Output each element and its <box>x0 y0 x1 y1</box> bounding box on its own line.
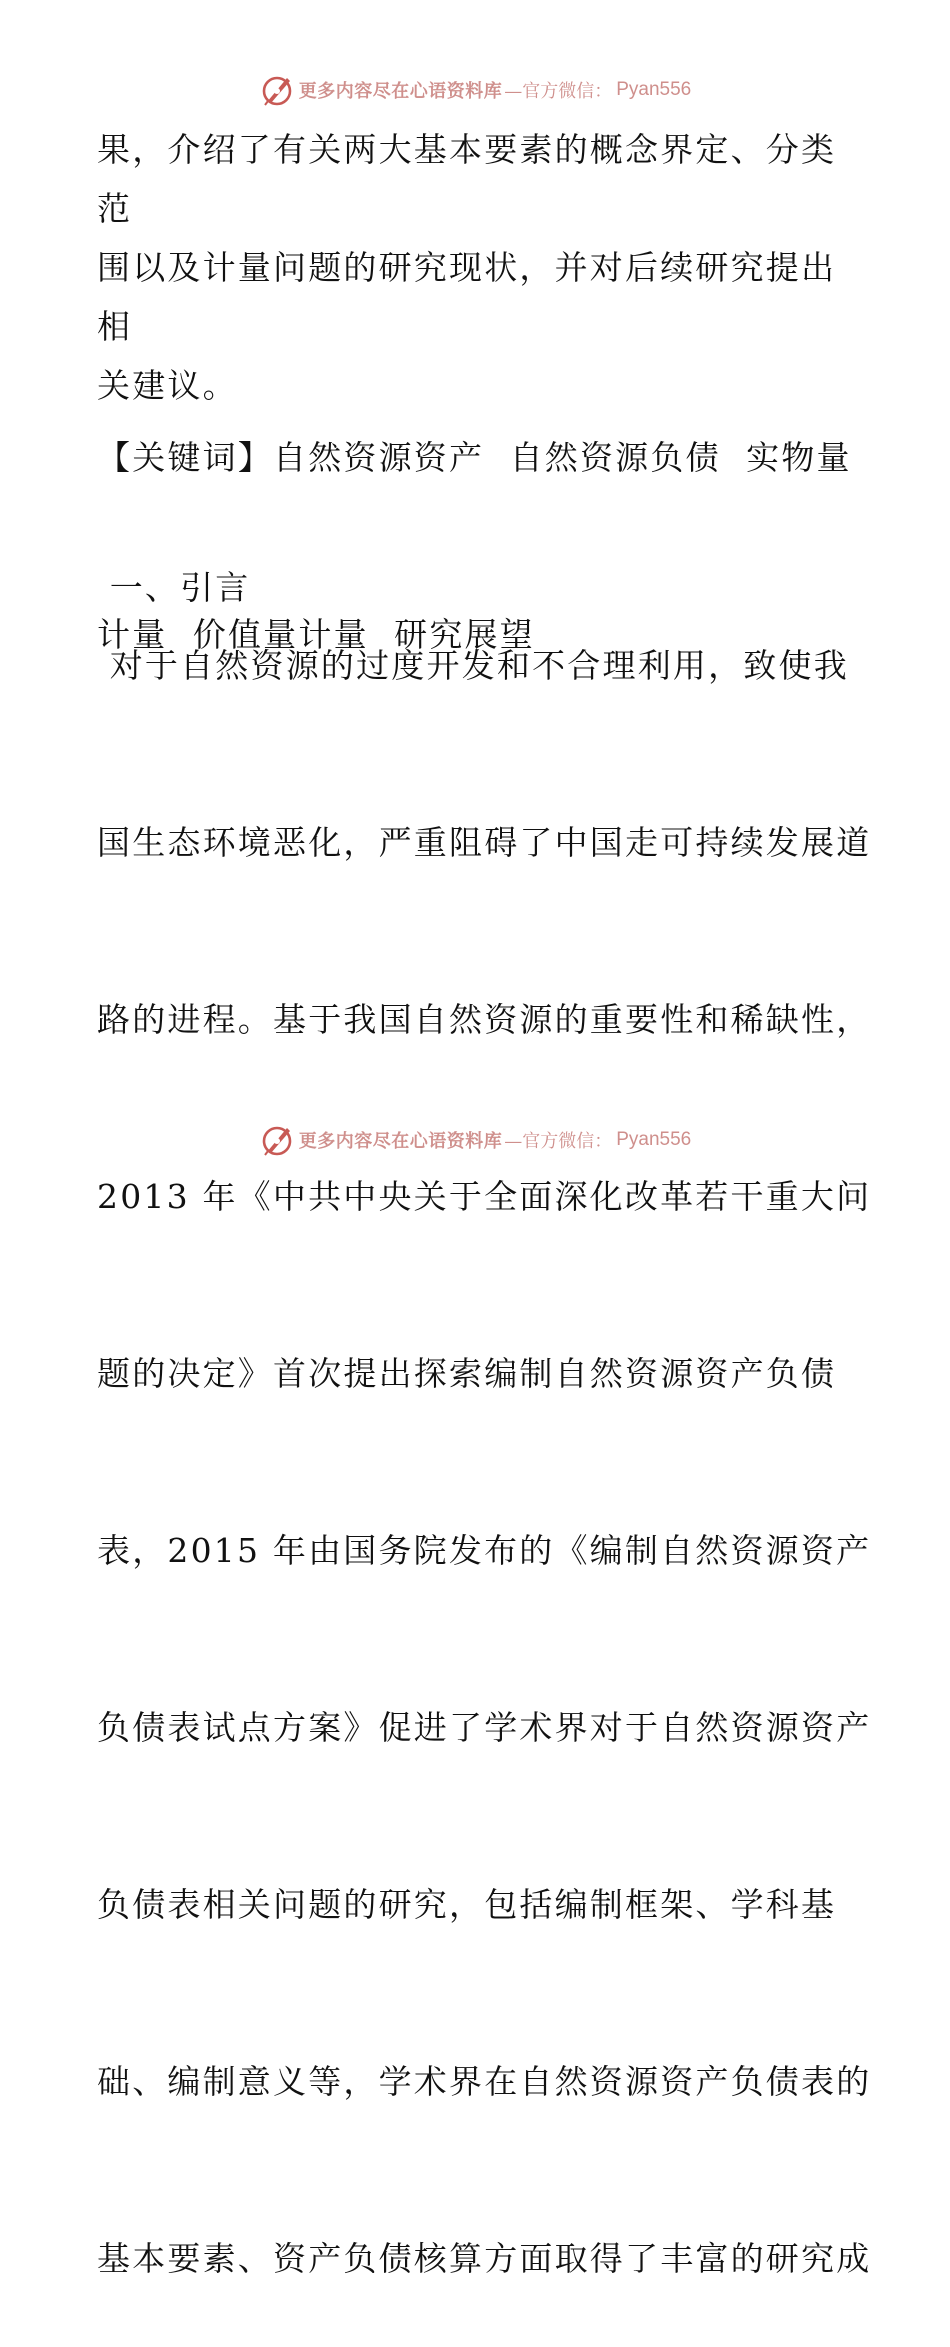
text-line: 基本要素、资产负债核算方面取得了丰富的研究成 <box>97 2239 872 2278</box>
quill-pen-logo-icon <box>259 1122 295 1158</box>
text-line: 题的决定》首次提出探索编制自然资源资产负债 <box>97 1354 837 1393</box>
watermark-official-label: —官方微信： <box>504 81 613 102</box>
text-line: 础、编制意义等，学术界在自然资源资产负债表的 <box>97 2062 872 2101</box>
header-watermark <box>0 70 950 110</box>
watermark-official-label: —官方微信： <box>504 1131 613 1152</box>
text-line: 一、引言 <box>97 568 251 607</box>
quill-pen-logo-icon <box>259 72 295 108</box>
watermark-text: 更多内容尽在心语资料库 <box>298 1131 503 1152</box>
footer-watermark <box>0 1120 950 1160</box>
text-line: 果，介绍了有关两大基本要素的概念界定、分类范 <box>97 130 837 228</box>
text-line: 围以及计量问题的研究现状，并对后续研究提出相 <box>97 248 837 346</box>
watermark-wechat-id: Pyan556 <box>616 1129 692 1150</box>
introduction-paragraph <box>97 518 872 2347</box>
text-line: 负债表试点方案》促进了学术界对于自然资源资产 <box>97 1708 872 1747</box>
text-line: 国生态环境恶化，严重阻碍了中国走可持续发展道 <box>97 823 872 862</box>
text-line: 2013 年《中共中央关于全面深化改革若干重大问 <box>97 1177 872 1216</box>
text-line: 【关键词】自然资源资产 自然资源负债 实物量 <box>97 438 852 477</box>
text-line: 对于自然资源的过度开发和不合理利用，致使我 <box>97 646 849 685</box>
text-line: 负债表相关问题的研究，包括编制框架、学科基 <box>97 1885 837 1924</box>
text-line: 路的进程。基于我国自然资源的重要性和稀缺性， <box>97 1000 872 1039</box>
text-line: 表，2015 年由国务院发布的《编制自然资源资产 <box>97 1531 872 1570</box>
watermark-wechat-id: Pyan556 <box>616 79 692 100</box>
text-line: 关建议。 <box>97 366 238 405</box>
text-line: 计量 价值量计量 研究展望 <box>97 615 535 654</box>
watermark-text: 更多内容尽在心语资料库 <box>298 81 503 102</box>
